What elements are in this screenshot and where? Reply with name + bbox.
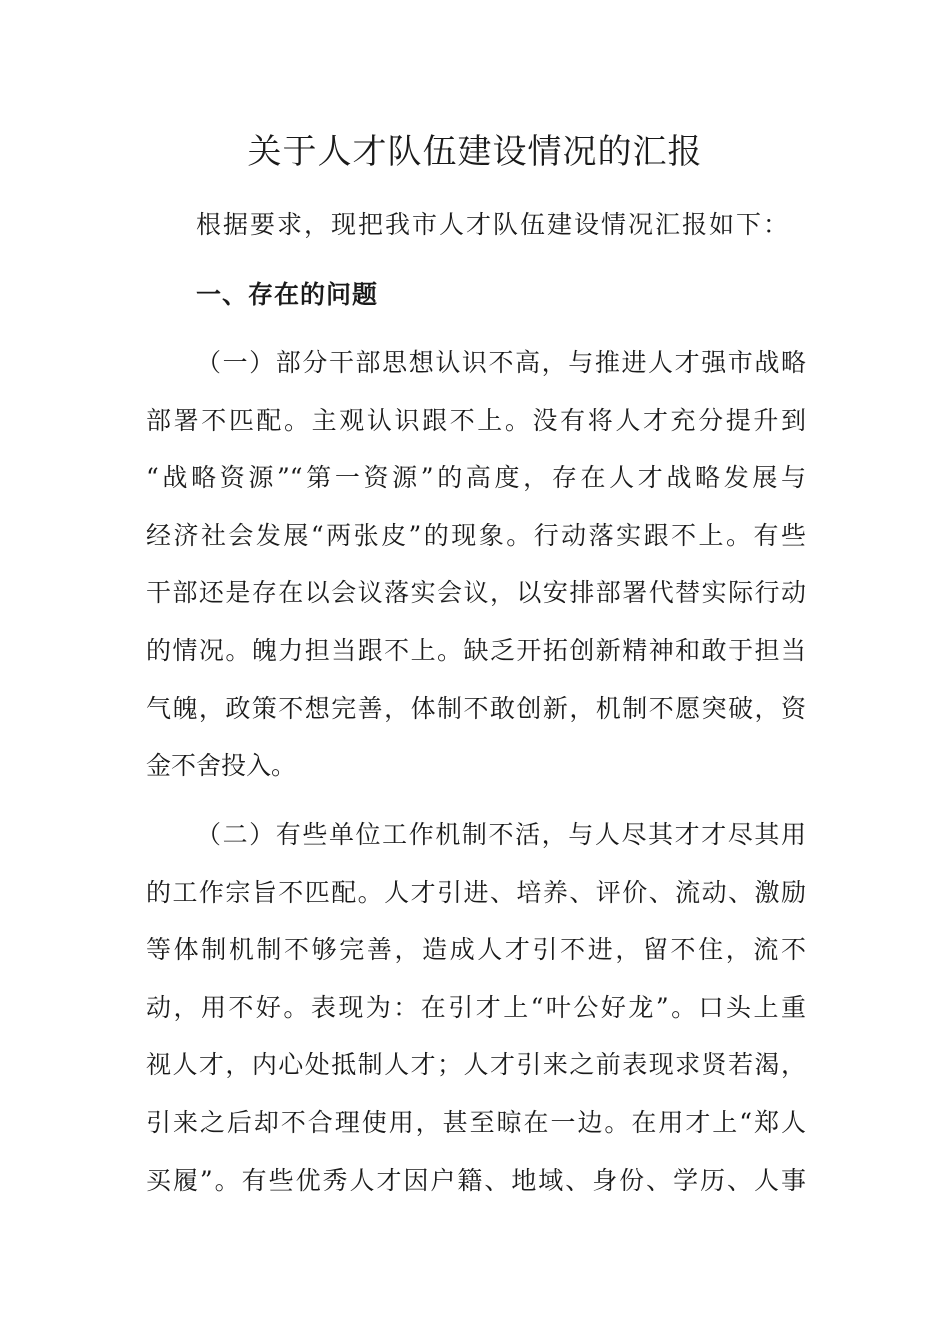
paragraph-line: “战略资源”“第一资源”的高度，存在人才战略发展与 bbox=[146, 463, 806, 493]
paragraph-line: 动，用不好。表现为：在引才上“叶公好龙”。口头上重 bbox=[146, 992, 806, 1022]
paragraph-line: 引来之后却不合理使用，甚至晾在一边。在用才上“郑人 bbox=[146, 1107, 806, 1137]
paragraph-line: 气魄，政策不想完善，体制不敢创新，机制不愿突破，资 bbox=[146, 693, 806, 723]
document-title: 关于人才队伍建设情况的汇报 bbox=[247, 132, 703, 172]
paragraph-line: 等体制机制不够完善，造成人才引不进，留不住，流不 bbox=[146, 935, 806, 965]
intro-paragraph: 根据要求，现把我市人才队伍建设情况汇报如下： bbox=[196, 210, 791, 239]
paragraph-line: 买履”。有些优秀人才因户籍、地域、身份、学历、人事 bbox=[146, 1165, 806, 1195]
paragraph-line: 视人才，内心处抵制人才；人才引来之前表现求贤若渴， bbox=[146, 1050, 806, 1080]
paragraph-line: 的工作宗旨不匹配。人才引进、培养、评价、流动、激励 bbox=[146, 877, 806, 907]
paragraph-line: 经济社会发展“两张皮”的现象。行动落实跟不上。有些 bbox=[146, 520, 806, 550]
paragraph-line: 金不舍投入。 bbox=[146, 751, 297, 781]
section-heading: 一、存在的问题 bbox=[196, 280, 379, 309]
paragraph-line: 部署不匹配。主观认识跟不上。没有将人才充分提升到 bbox=[146, 405, 806, 435]
paragraph-2 bbox=[146, 806, 806, 1209]
paragraph-line: （一）部分干部思想认识不高，与推进人才强市战略 bbox=[196, 348, 806, 377]
paragraph-line: 干部还是存在以会议落实会议，以安排部署代替实际行动 bbox=[146, 578, 806, 608]
paragraph-line: 的情况。魄力担当跟不上。缺乏开拓创新精神和敢于担当 bbox=[146, 635, 806, 665]
paragraph-line: （二）有些单位工作机制不活，与人尽其才才尽其用 bbox=[196, 820, 806, 849]
paragraph-1 bbox=[146, 334, 806, 795]
